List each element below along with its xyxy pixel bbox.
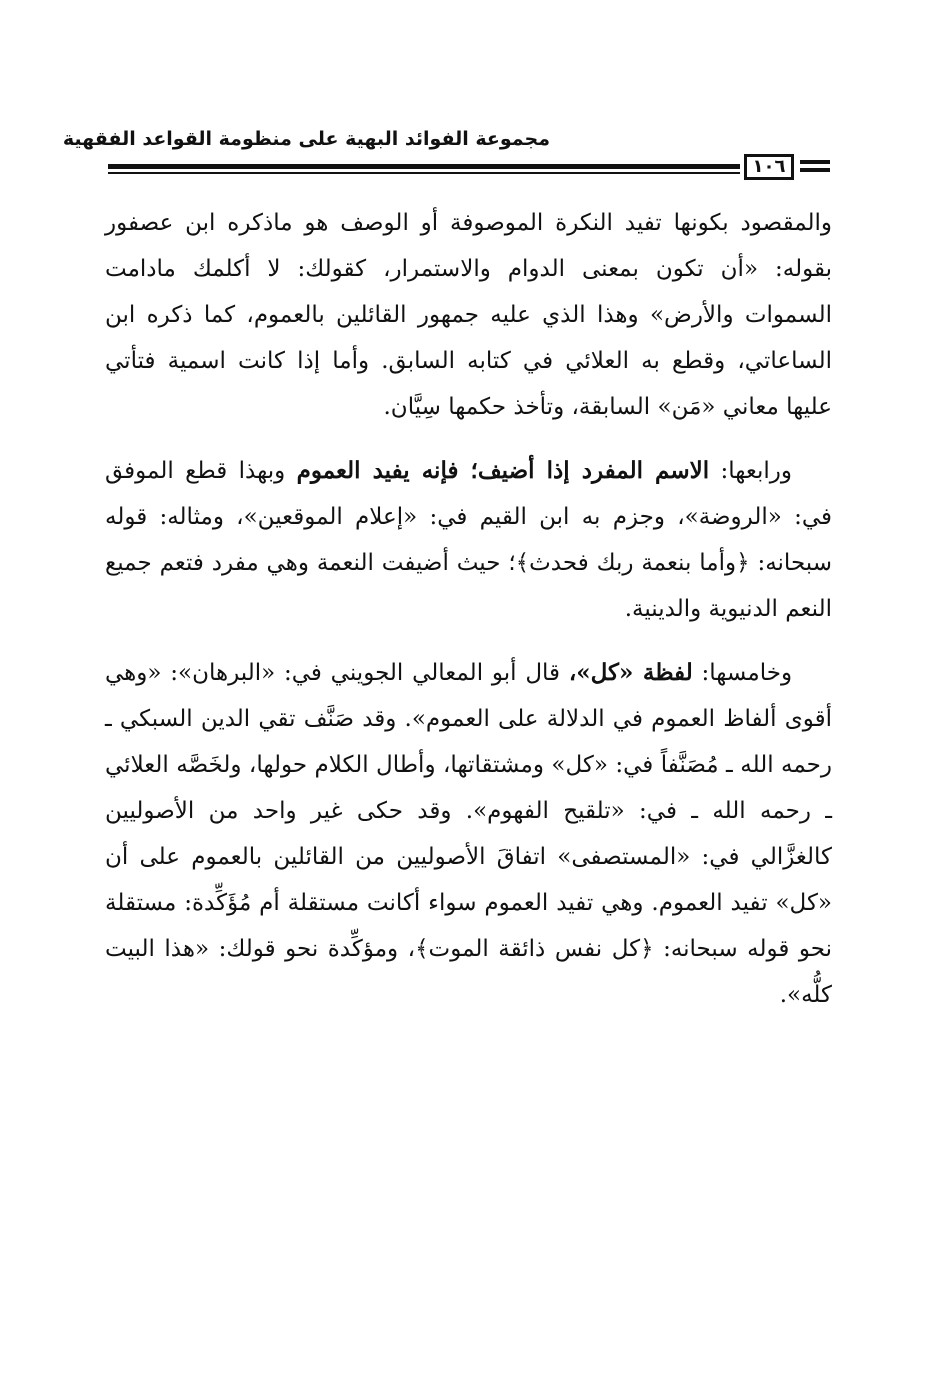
paragraph-bold-phrase: الاسم المفرد إذا أضيف؛ فإنه يفيد العموم: [296, 457, 710, 484]
running-title: مجموعة الفوائد البهية على منظومة القواعد الفقهية: [62, 128, 550, 150]
paragraph-3: [105, 650, 832, 1018]
paragraph-lead: ورابعها:: [720, 458, 792, 484]
header-rule-thick: [108, 164, 740, 169]
header-ornament-dash: [800, 160, 830, 164]
paragraph-2: [105, 448, 832, 632]
paragraph-1: [105, 200, 832, 430]
header-rule-thin: [108, 172, 740, 174]
header-ornament-dash: [800, 168, 830, 172]
body-text: [105, 200, 832, 1018]
paragraph-text: وبهذا قطع الموفق في: «الروضة»، وجزم به ابن القيم في: «إعلام الموقعين»، ومثاله: قوله سبحانه: ﴿وأما بنعمة ربك فحدث﴾؛ حيث أضيفت النعمة وهي مفرد فتعم جميع النعم الدنيوية والدينية.: [105, 458, 832, 622]
paragraph-lead: وخامسها:: [701, 660, 793, 686]
paragraph-text: قال أبو المعالي الجويني في: «البرهان»: «وهي أقوى ألفاظ العموم في الدلالة على العموم». وقد صَنَّف تقي الدين السبكي ـ رحمه الله ـ مُصَنَّفاً في: «كل» ومشتقاتها، وأطال الكلام حولها، ولخَصَّه العلائي ـ رحمه الله ـ في: «تلقيح الفهوم». وقد حكى غير واحد من الأصوليين كالغزَّالي في: «المستصفى» اتفاقَ الأصوليين من القائلين بالعموم على أن «كل» تفيد العموم. وهي تفيد العموم سواء أكانت مستقلة أم مُؤَكِّدة: مستقلة نحو قوله سبحانه: ﴿كل نفس ذائقة الموت﴾، ومؤكِّدة نحو قولك: «هذا البيت كلُّه».: [105, 660, 832, 1008]
paragraph-bold-phrase: لفظة «كل»،: [568, 659, 693, 686]
paragraph-text: والمقصود بكونها تفيد النكرة الموصوفة أو الوصف هو ماذكره ابن عصفور بقوله: «أن تكون بمعنى الدوام والاستمرار، كقولك: لا أكلمك مادامت السموات والأرض» وهذا الذي عليه جمهور القائلين بالعموم، كما ذكره ابن الساعاتي، وقطع به العلائي في كتابه السابق. وأما إذا كانت اسمية فتأتي عليها معاني «مَن» السابقة، وتأخذ حكمها سِيَّان.: [105, 210, 832, 420]
page-number: ١٠٦: [744, 154, 794, 180]
